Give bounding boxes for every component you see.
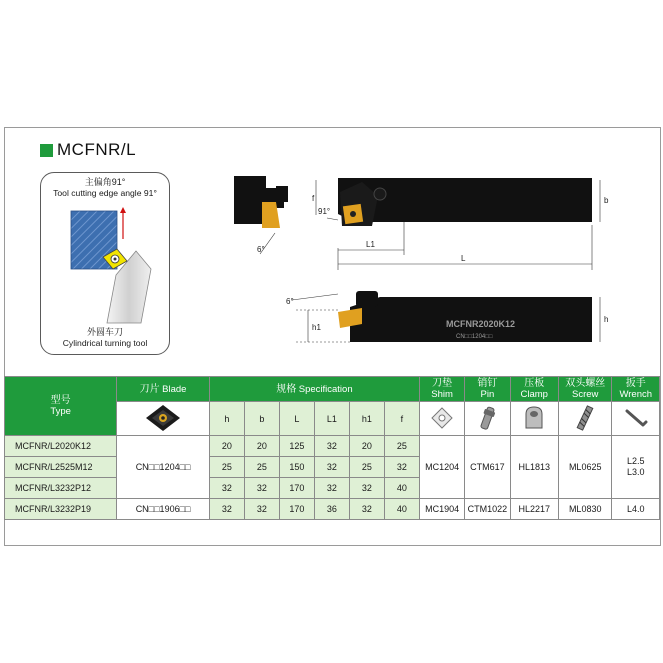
value-cell: 32 (314, 478, 349, 499)
inset-top-zh: 主偏角91° (84, 177, 126, 187)
angle-6-side-label: 6° (286, 297, 294, 306)
col-pin-header (465, 377, 510, 402)
value-cell: 32 (349, 499, 384, 520)
model-cell: MCFNR/L3232P19 (5, 499, 117, 520)
inset-top-en: Tool cutting edge angle 91° (53, 188, 157, 198)
value-cell: 150 (279, 457, 314, 478)
value-cell: 32 (244, 499, 279, 520)
specification-table (4, 376, 660, 520)
dim-L1-label: L1 (366, 240, 375, 249)
col-type-header (5, 377, 117, 436)
clamp-cell: HL1813 (510, 436, 558, 499)
body-engraving-2: CN□□1204□□ (456, 334, 493, 340)
model-cell: MCFNR/L2525M12 (5, 457, 117, 478)
wrench-cell: L2.5 L3.0 (612, 436, 660, 499)
spec-col-L1: L1 (314, 402, 349, 436)
value-cell: 20 (244, 436, 279, 457)
angle-91-label: 91° (318, 207, 331, 216)
value-cell: 32 (314, 457, 349, 478)
value-cell: 32 (244, 478, 279, 499)
dim-f-label: f (312, 194, 315, 203)
col-wrench-header (612, 377, 660, 402)
blade-zh: 刀片 (139, 383, 160, 395)
value-cell: 170 (279, 478, 314, 499)
value-cell: 25 (244, 457, 279, 478)
shim-cell: MC1904 (419, 499, 464, 520)
value-cell: 25 (349, 457, 384, 478)
hex-wrench-icon (623, 405, 649, 431)
col-screw-header (558, 377, 612, 402)
shim-icon (430, 406, 454, 430)
pin-cell: CTM617 (465, 436, 510, 499)
type-zh: 型号 (50, 395, 71, 406)
dim-b-label: b (604, 196, 609, 205)
value-cell: 32 (349, 478, 384, 499)
wrench-en: Wrench (619, 389, 653, 400)
value-cell: 32 (209, 499, 244, 520)
clamp-zh: 压板 (524, 378, 545, 389)
dim-h-label: h (604, 315, 609, 324)
value-cell: 125 (279, 436, 314, 457)
blade-en: Blade (162, 383, 187, 395)
screw-en: Screw (572, 389, 599, 400)
model-cell: MCFNR/L2020K12 (5, 436, 117, 457)
front-view-body (234, 176, 266, 224)
pin-cell: CTM1022 (465, 499, 510, 520)
value-cell: 32 (209, 478, 244, 499)
spec-col-L: L (279, 402, 314, 436)
clamp-cell: HL2217 (510, 499, 558, 520)
value-cell: 36 (314, 499, 349, 520)
shim-en: Shim (431, 389, 453, 400)
dim-h1-label: h1 (312, 323, 321, 332)
blade-insert-icon (143, 403, 183, 433)
screw-cell: ML0625 (558, 436, 612, 499)
pin-zh: 销钉 (477, 378, 498, 389)
wrench-cell: L4.0 (612, 499, 660, 520)
page-title: MCFNR/L (57, 140, 137, 159)
value-cell: 20 (209, 436, 244, 457)
value-cell: 32 (314, 436, 349, 457)
col-shim-header (419, 377, 464, 402)
spec-col-b: b (244, 402, 279, 436)
wrench-zh: 扳手 (625, 378, 646, 389)
body-engraving: MCFNR2020K12 (446, 319, 516, 329)
spec-zh: 规格 (276, 383, 297, 395)
shim-cell: MC1204 (419, 436, 464, 499)
screw-cell: ML0830 (558, 499, 612, 520)
wrench-image-cell (612, 402, 660, 436)
value-cell: 25 (384, 436, 419, 457)
clamp-image-cell (510, 402, 558, 436)
spec-col-h: h (209, 402, 244, 436)
model-cell: MCFNR/L3232P12 (5, 478, 117, 499)
blade-image-cell (117, 402, 210, 436)
spec-en: Specification (298, 383, 353, 395)
angle-6-top-label: 6° (257, 245, 265, 254)
spec-col-h1: h1 (349, 402, 384, 436)
inset-bottom-zh: 外圆车刀 (86, 327, 123, 337)
clamp-en: Clamp (520, 389, 548, 400)
screw-icon (573, 404, 597, 432)
screw-image-cell (558, 402, 612, 436)
pin-en: Pin (480, 389, 495, 400)
value-cell: 40 (384, 499, 419, 520)
col-spec-header (209, 377, 419, 402)
blade-cell: CN□□1906□□ (117, 499, 210, 520)
table-row (5, 499, 660, 520)
col-blade-header (117, 377, 210, 402)
table-row (5, 436, 660, 457)
value-cell: 32 (384, 457, 419, 478)
blade-cell: CN□□1204□□ (117, 436, 210, 499)
spec-col-f: f (384, 402, 419, 436)
pin-image-cell (465, 402, 510, 436)
shim-image-cell (419, 402, 464, 436)
screw-zh: 双头螺丝 (565, 378, 606, 389)
clamp-icon (521, 404, 547, 432)
pin-icon (475, 404, 499, 432)
value-cell: 40 (384, 478, 419, 499)
dim-L-label: L (461, 254, 466, 263)
inset-bottom-en: Cylindrical turning tool (62, 338, 148, 348)
shim-zh: 刀垫 (432, 378, 453, 389)
type-en: Type (50, 406, 71, 417)
value-cell: 170 (279, 499, 314, 520)
col-clamp-header (510, 377, 558, 402)
value-cell: 25 (209, 457, 244, 478)
value-cell: 20 (349, 436, 384, 457)
